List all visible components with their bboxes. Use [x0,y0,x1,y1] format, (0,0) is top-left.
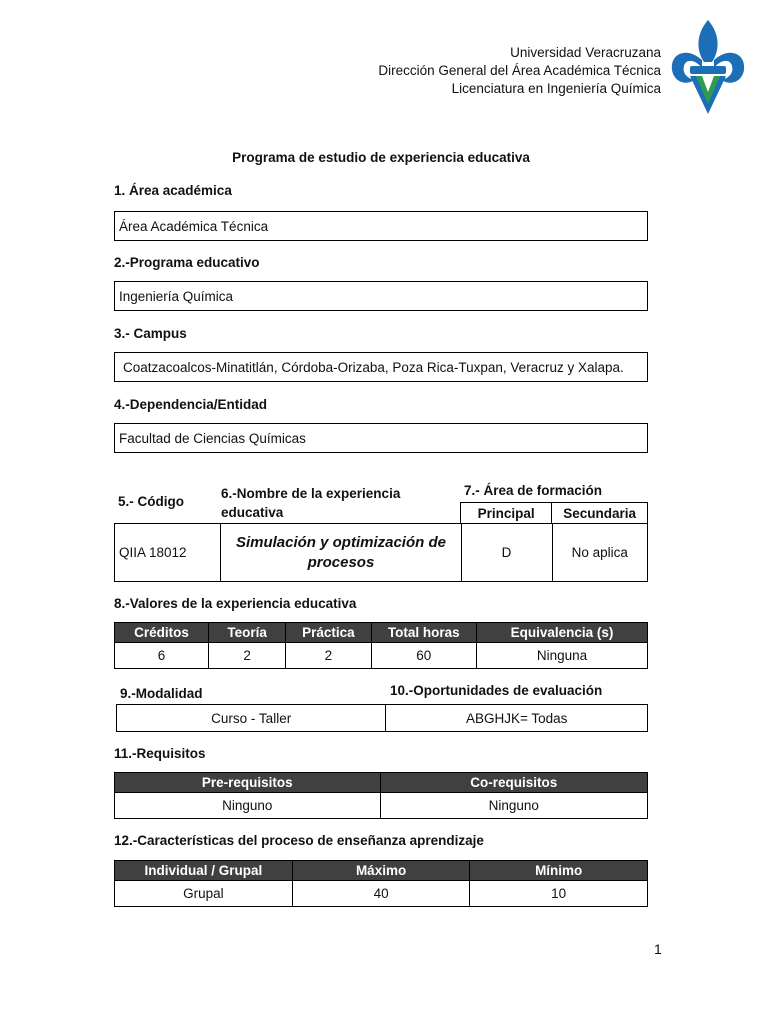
course-info-table [114,523,648,582]
section-12-label: 12.-Características del proceso de enseñanza aprendizaje [114,833,484,848]
campus-field: Coatzacoalcos-Minatitlán, Córdoba-Orizaba, Poza Rica-Tuxpan, Veracruz y Xalapa. [114,352,648,382]
minimum-value: 10 [470,881,648,907]
program-field: Ingeniería Química [114,281,648,311]
document-title: Programa de estudio de experiencia educativa [232,150,530,165]
secundaria-header: Secundaria [552,503,648,524]
academic-area-field: Área Académica Técnica [114,211,648,241]
section-5-label: 5.- Código [118,494,184,509]
section-2-label: 2.-Programa educativo [114,255,260,270]
secundaria-value: No aplica [552,524,648,582]
section-10-label: 10.-Oportunidades de evaluación [390,683,603,698]
practice-header: Práctica [286,623,371,643]
modality-table [116,704,648,732]
maximum-header: Máximo [292,861,470,881]
course-name-cell [221,524,461,582]
values-table [114,622,648,669]
entity-field: Facultad de Ciencias Químicas [114,423,648,453]
directorate-name: Dirección General del Área Académica Técnica [378,63,661,78]
prerequisites-value: Ninguno [115,793,381,819]
corequisites-header: Co-requisitos [380,773,648,793]
teaching-process-table [114,860,648,907]
prerequisites-header: Pre-requisitos [115,773,381,793]
credits-value: 6 [115,643,209,669]
evaluation-value: ABGHJK= Todas [386,705,648,732]
section-9-label: 9.-Modalidad [120,686,203,701]
section-4-label: 4.-Dependencia/Entidad [114,397,268,412]
minimum-header: Mínimo [470,861,648,881]
section-6-label-line1: 6.-Nombre de la experiencia [221,486,401,501]
corequisites-value: Ninguno [380,793,648,819]
university-name: Universidad Veracruzana [510,45,661,60]
practice-value: 2 [286,643,371,669]
institution-header [378,44,661,98]
section-6-label-line2: educativa [221,505,284,520]
modality-value: Curso - Taller [117,705,386,732]
individual-group-header: Individual / Grupal [115,861,293,881]
page-number: 1 [654,941,662,957]
total-hours-value: 60 [371,643,476,669]
individual-group-value: Grupal [115,881,293,907]
total-hours-header: Total horas [371,623,476,643]
degree-name: Licenciatura en Ingeniería Química [451,81,661,96]
credits-header: Créditos [115,623,209,643]
section-3-label: 3.- Campus [114,326,187,341]
section-6-label [221,484,400,522]
uv-logo-icon [666,16,750,118]
theory-header: Teoría [209,623,286,643]
principal-value: D [461,524,552,582]
equivalence-value: Ninguna [476,643,647,669]
section-11-label: 11.-Requisitos [114,746,206,761]
section-7-label: 7.- Área de formación [464,483,603,498]
theory-value: 2 [209,643,286,669]
equivalence-header: Equivalencia (s) [476,623,647,643]
requirements-table [114,772,648,819]
course-code: QIIA 18012 [115,524,221,582]
course-name-line2: procesos [307,553,375,571]
formation-area-header [460,502,648,524]
principal-header: Principal [461,503,552,524]
course-name-line1: Simulación y optimización de [235,533,446,551]
section-1-label: 1. Área académica [114,183,232,198]
maximum-value: 40 [292,881,470,907]
section-8-label: 8.-Valores de la experiencia educativa [114,596,357,611]
